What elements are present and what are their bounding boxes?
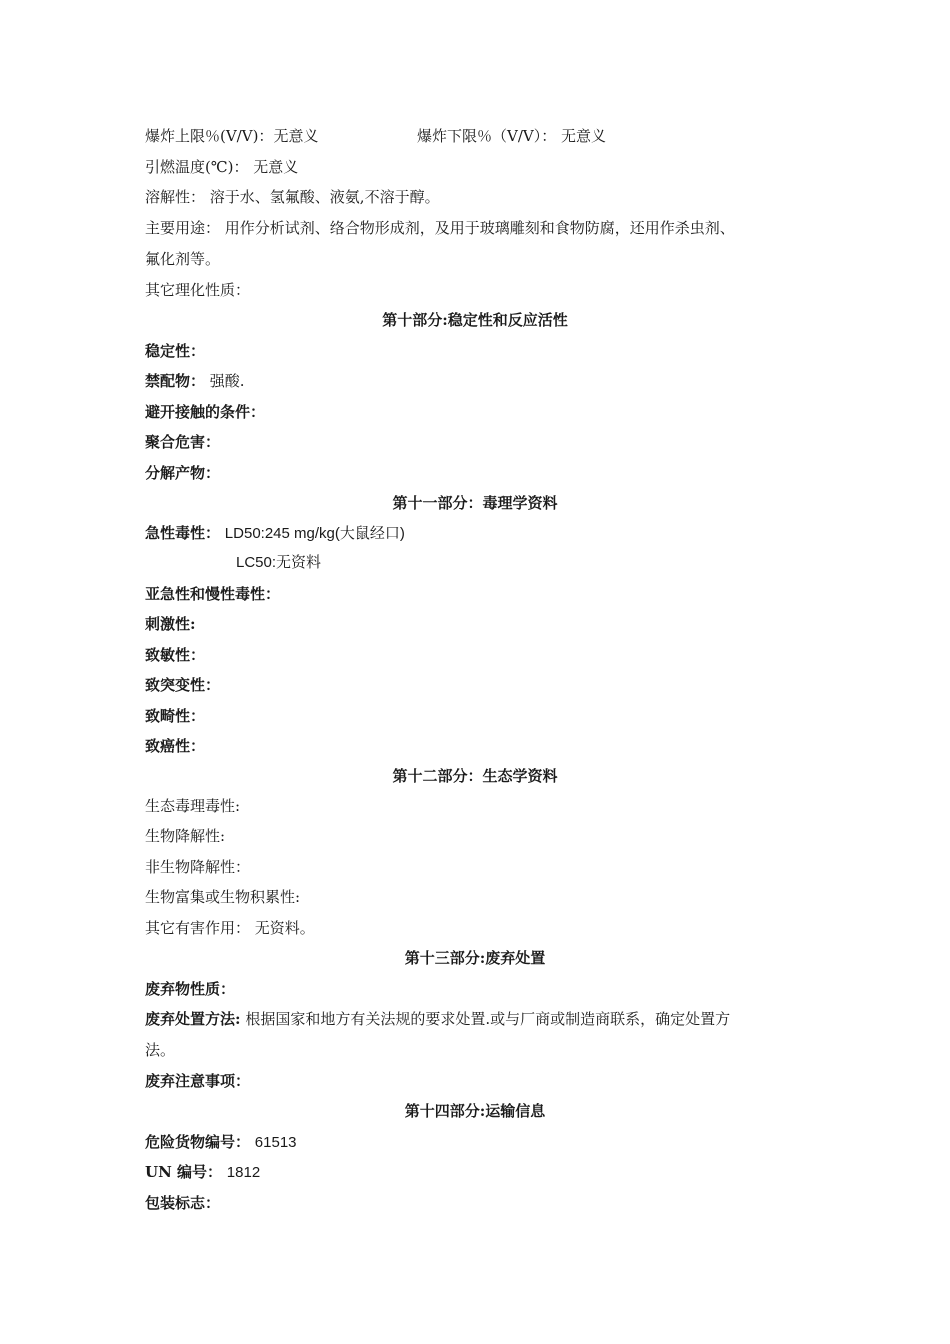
main-use-value-line1: 用作分析试剂、络合物形成剂，及用于玻璃雕刻和食物防腐，还用作杀虫剂、 (224, 219, 735, 237)
ignition-temp-row (145, 157, 815, 177)
incompatible-row (145, 371, 815, 391)
other-properties-label: 其它理化性质： (145, 281, 251, 299)
disposal-method-continuation (145, 1040, 815, 1060)
incompatible-value: 强酸. (209, 372, 245, 390)
dangerous-goods-number-value: 61513 (254, 1134, 297, 1151)
packaging-mark-label: 包装标志： (145, 1194, 221, 1212)
explosion-limits-row (145, 126, 815, 146)
section-12-heading: 第十二部分：生态学资料 (392, 767, 558, 785)
dangerous-goods-number-label: 危险货物编号： (145, 1133, 251, 1151)
polymerization-label: 聚合危害： (145, 433, 221, 451)
teratogenicity-label: 致畸性： (145, 707, 206, 725)
waste-nature-label: 废弃物性质： (145, 980, 236, 998)
decomposition-label: 分解产物： (145, 464, 221, 482)
disposal-method-value-line1: 根据国家和地方有关法规的要求处置.或与厂商或制造商联系，确定处置方 (245, 1010, 731, 1028)
ecotoxicity-label: 生态毒理毒性: (145, 797, 241, 815)
disposal-notes-label: 废弃注意事项： (145, 1072, 251, 1090)
section-11-heading: 第十一部分：毒理学资料 (392, 494, 558, 512)
disposal-method-value-line2: 法。 (145, 1041, 176, 1059)
other-harmful-value: 无资料。 (254, 919, 315, 937)
solubility-label: 溶解性： (145, 188, 206, 206)
stability-label: 稳定性： (145, 342, 206, 360)
ignition-label: 引燃温度(℃)： (145, 158, 249, 176)
carcinogenicity-label: 致癌性： (145, 737, 206, 755)
un-number-label: UN 编号： (145, 1163, 223, 1181)
disposal-method-label: 废弃处置方法: (145, 1010, 241, 1028)
explosion-lower-value: 无意义 (561, 127, 607, 145)
main-use-continuation (145, 249, 815, 269)
explosion-lower-label: 爆炸下限％（V/V）： (417, 127, 557, 145)
irritation-label: 刺激性: (145, 615, 196, 633)
main-use-row (145, 218, 815, 238)
non-biodegradability-label: 非生物降解性： (145, 858, 251, 876)
ld50-value: LD50:245 mg/kg(大鼠经口) (224, 525, 405, 542)
dangerous-goods-number-row (145, 1132, 815, 1153)
other-properties-row (145, 280, 815, 300)
section-10-heading: 第十部分:稳定性和反应活性 (382, 311, 568, 329)
biodegradability-label: 生物降解性: (145, 827, 226, 845)
ignition-value: 无意义 (253, 158, 299, 176)
section-13-heading: 第十三部分:废弃处置 (404, 949, 546, 967)
avoid-conditions-label: 避开接触的条件： (145, 403, 266, 421)
other-harmful-effects-row (145, 918, 815, 938)
main-use-value-line2: 氟化剂等。 (145, 250, 221, 268)
mutagenicity-label: 致突变性： (145, 676, 221, 694)
un-number-value: 1812 (226, 1164, 261, 1181)
section-14-heading: 第十四部分:运输信息 (404, 1102, 546, 1120)
lc50-value: LC50:无资料 (236, 554, 322, 571)
disposal-method-row (145, 1009, 815, 1029)
explosion-upper-label: 爆炸上限％(V/V)： (145, 127, 274, 145)
main-use-label: 主要用途： (145, 219, 221, 237)
chronic-toxicity-label: 亚急性和慢性毒性： (145, 585, 281, 603)
solubility-row (145, 187, 815, 207)
other-harmful-label: 其它有害作用： (145, 919, 251, 937)
solubility-value: 溶于水、氢氟酸、液氨,不溶于醇。 (209, 188, 440, 206)
explosion-lower-group (417, 126, 606, 146)
explosion-upper-value: 无意义 (273, 127, 319, 145)
incompatible-label: 禁配物： (145, 372, 206, 390)
acute-toxicity-label: 急性毒性： (145, 524, 221, 542)
sensitization-label: 致敏性： (145, 646, 206, 664)
un-number-row (145, 1162, 815, 1183)
acute-toxicity-row (145, 523, 815, 544)
bioaccumulation-label: 生物富集或生物积累性: (145, 888, 301, 906)
